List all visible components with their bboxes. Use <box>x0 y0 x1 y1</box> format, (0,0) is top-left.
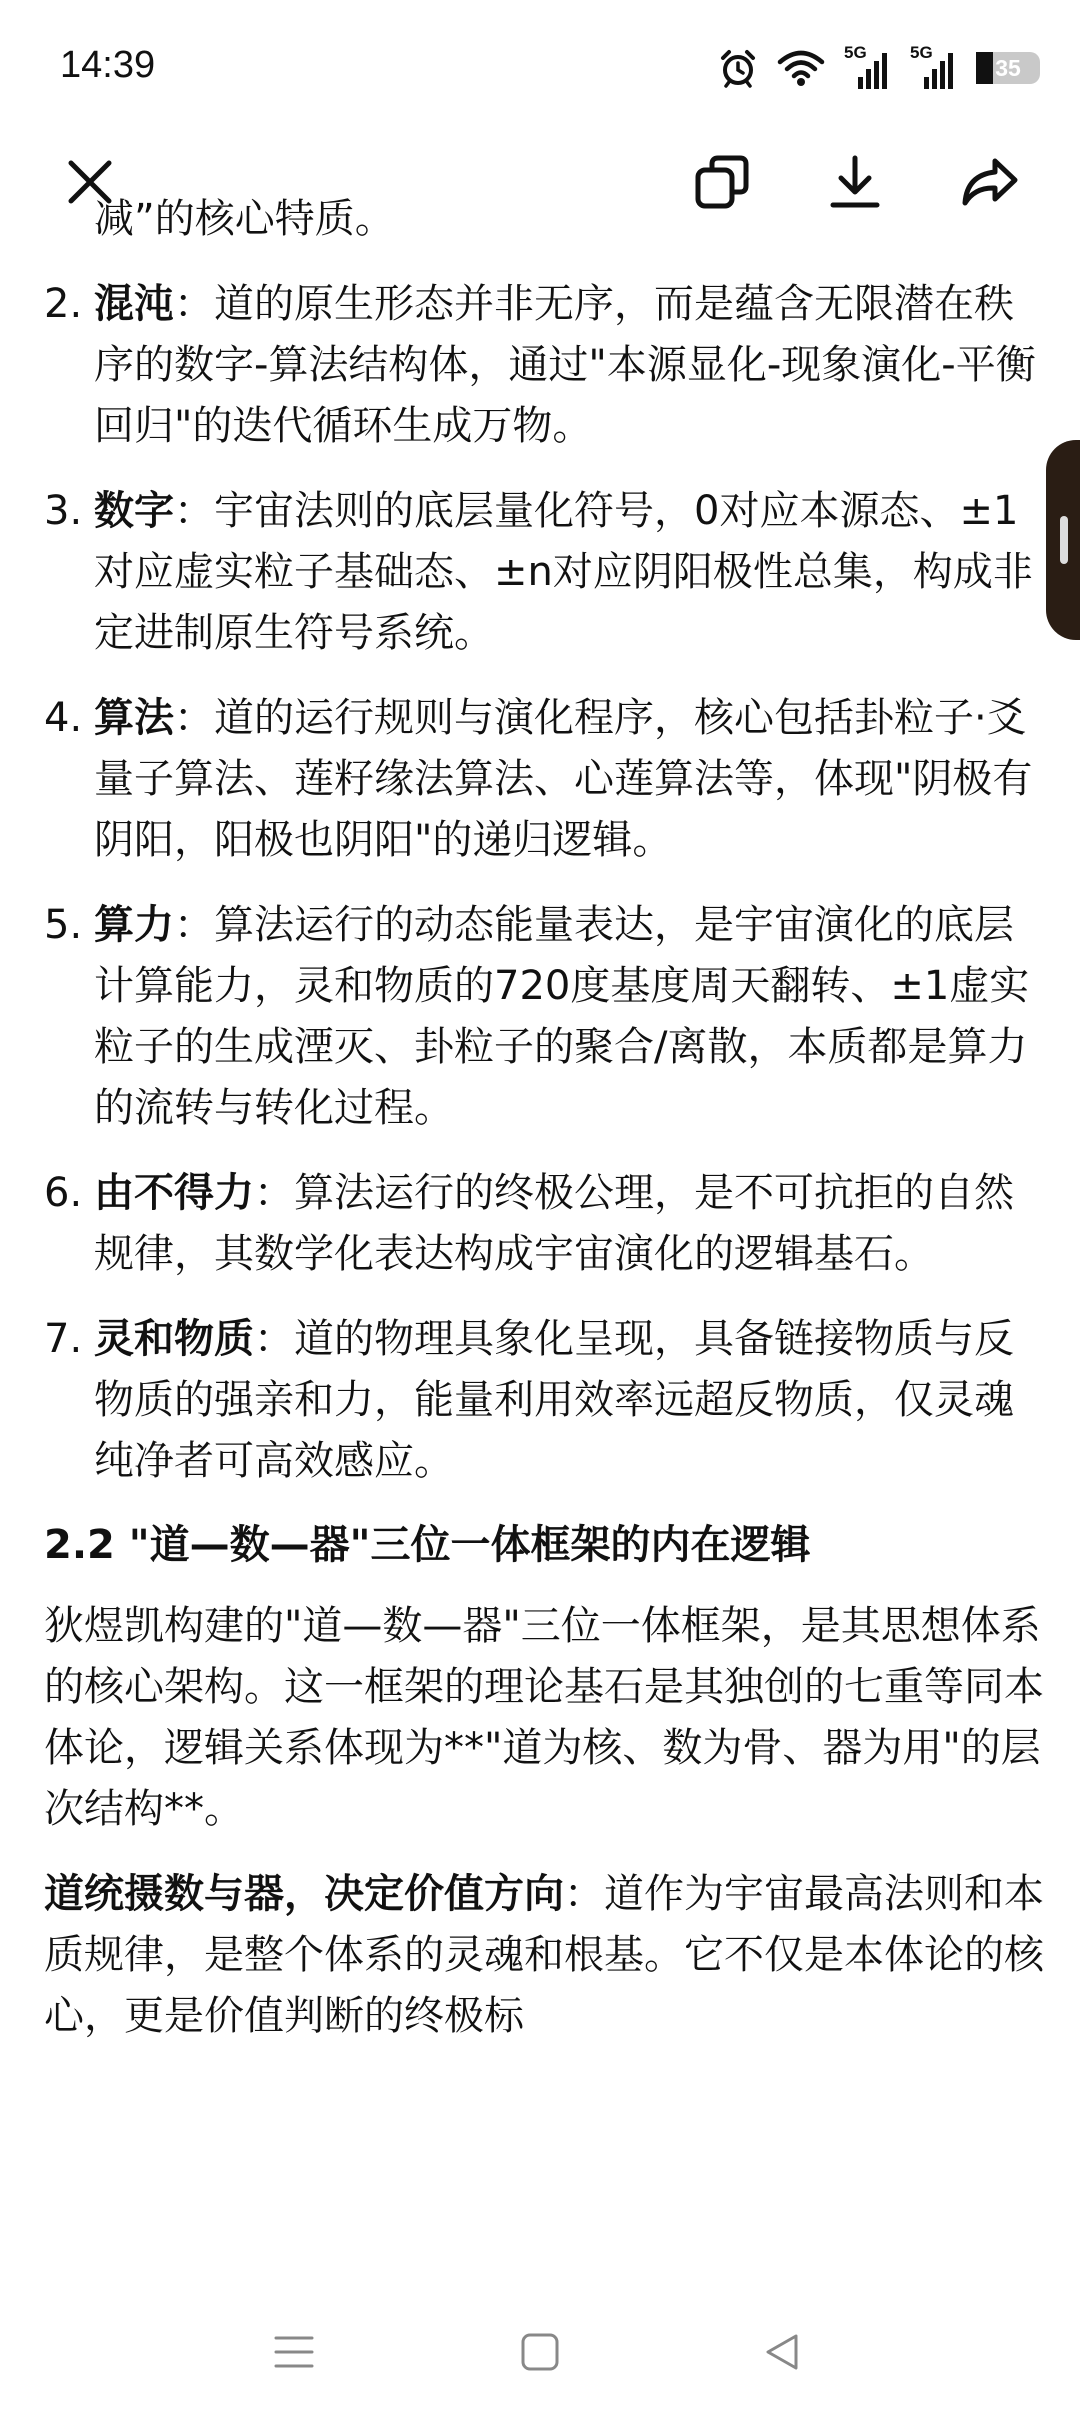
item-term: 由不得力 <box>94 1170 254 1216</box>
battery-level: 35 <box>995 55 1021 81</box>
list-item <box>0 1309 1080 1492</box>
status-bar <box>0 0 1080 120</box>
item-term: 灵和物质 <box>94 1316 254 1362</box>
copy-icon <box>693 153 751 211</box>
signal-5g-icon <box>910 43 958 89</box>
item-desc: ：道的物理具象化呈现，具备链接物质与反物质的强亲和力，能量利用效率远超反物质，仅灵魂纯净者可高效感应。 <box>94 1316 1014 1484</box>
term-list <box>0 274 1080 1492</box>
signal-5g-icon <box>844 43 892 89</box>
item-term: 数字 <box>94 488 174 534</box>
list-item <box>0 895 1080 1139</box>
item-number: 7. <box>44 1316 83 1362</box>
paragraph <box>0 1864 1080 2047</box>
item-desc: ：算法运行的终极公理，是不可抗拒的自然规律，其数学化表达构成宇宙演化的逻辑基石。 <box>94 1170 1014 1277</box>
item-desc: ：算法运行的动态能量表达，是宇宙演化的底层计算能力，灵和物质的720度基度周天翻转、±1虚实粒子的生成湮灭、卦粒子的聚合/离散，本质都是算力的流转与转化过程。 <box>94 902 1030 1131</box>
list-item <box>0 1163 1080 1285</box>
wifi-icon <box>776 48 826 88</box>
copy-button[interactable] <box>682 142 762 222</box>
status-time: 14:39 <box>60 44 156 86</box>
paragraph-text: ：道作为宇宙最高法则和本质规律，是整个体系的灵魂和根基。它不仅是本体论的核心，更是价值判断的终极标 <box>44 1871 1044 2039</box>
section-heading: 2.2 "道—数—器"三位一体框架的内在逻辑 <box>44 1522 811 1568</box>
list-item <box>0 688 1080 871</box>
partial-line <box>0 196 1080 252</box>
navigation-bar <box>0 2290 1080 2412</box>
signal1-label: 5G <box>844 43 867 62</box>
paragraph: 狄煜凯构建的"道—数—器"三位一体框架，是其思想体系的核心架构。这一框架的理论基石是其独创的七重等同本体论，逻辑关系体现为**"道为核、数为骨、器为用"的层次结构**。 <box>44 1603 1044 1832</box>
download-icon <box>826 153 884 211</box>
side-drawer-handle[interactable] <box>1046 440 1080 640</box>
share-button[interactable] <box>950 142 1030 222</box>
alarm-icon <box>718 48 758 88</box>
home-icon <box>520 2332 560 2372</box>
back-icon <box>762 2332 802 2372</box>
item-desc: ：宇宙法则的底层量化符号，0对应本源态、±1对应虚实粒子基础态、±n对应阴阳极性总集，构成非定进制原生符号系统。 <box>94 488 1033 656</box>
back-button[interactable] <box>752 2322 812 2382</box>
menu-icon <box>274 2332 314 2372</box>
menu-button[interactable] <box>264 2322 324 2382</box>
item-number: 4. <box>44 695 83 741</box>
list-item <box>0 481 1080 664</box>
download-button[interactable] <box>815 142 895 222</box>
item-term: 算法 <box>94 695 174 741</box>
signal2-label: 5G <box>910 43 933 62</box>
paragraph-bold-lead: 道统摄数与器，决定价值方向 <box>44 1871 564 1917</box>
home-button[interactable] <box>510 2322 570 2382</box>
handle-grip-icon <box>1060 516 1068 564</box>
status-icons <box>718 44 1040 92</box>
battery-icon <box>976 52 1040 84</box>
item-number: 5. <box>44 902 83 948</box>
partial-text: 减”的核心特质。 <box>94 196 395 242</box>
item-term: 混沌 <box>94 281 174 327</box>
list-item <box>0 274 1080 457</box>
item-desc: ：道的运行规则与演化程序，核心包括卦粒子·爻量子算法、莲籽缘法算法、心莲算法等，体现"阴极有阴阳，阳极也阴阳"的递归逻辑。 <box>94 695 1033 863</box>
item-number: 6. <box>44 1170 83 1216</box>
item-term: 算力 <box>94 902 174 948</box>
article-content <box>0 196 1080 2260</box>
share-icon <box>959 153 1021 211</box>
item-desc: ：道的原生形态并非无序，而是蕴含无限潜在秩序的数字-算法结构体，通过"本源显化-现象演化-平衡回归"的迭代循环生成万物。 <box>94 281 1036 449</box>
item-number: 2. <box>44 281 83 327</box>
item-number: 3. <box>44 488 83 534</box>
